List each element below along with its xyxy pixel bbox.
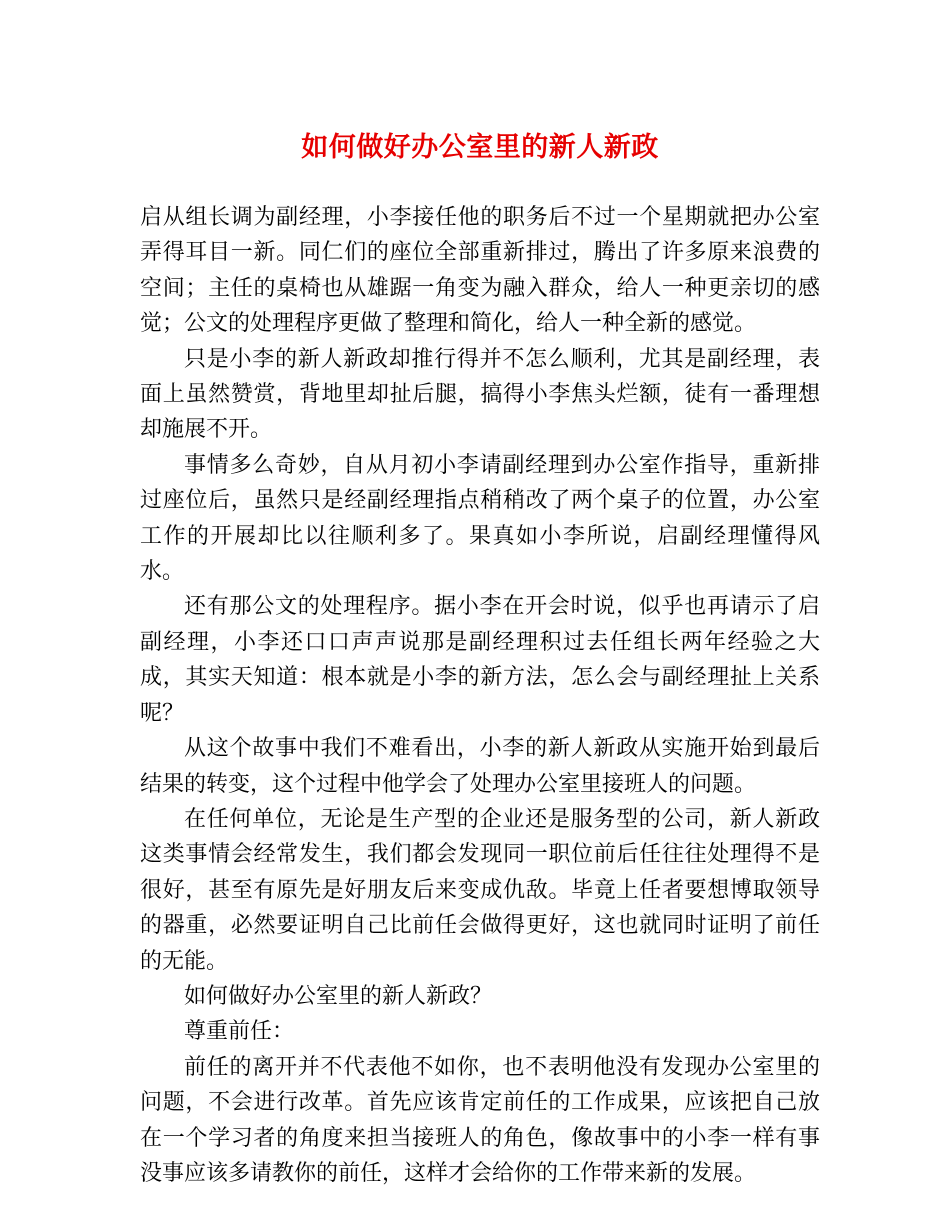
section-question: 如何做好办公室里的新人新政？	[184, 983, 493, 1009]
paragraph: 从这个故事中我们不难看出，小李的新人新政从实施开始到最后结果的转变，这个过程中他学会了处理办公室里接班人的问题。	[140, 736, 820, 797]
section-heading: 尊重前任：	[184, 1019, 295, 1045]
document-body	[140, 200, 820, 1191]
paragraph: 只是小李的新人新政却推行得并不怎么顺利，尤其是副经理，表面上虽然赞赏，背地里却扯后腿，搞得小李焦头烂额，徒有一番理想却施展不开。	[140, 346, 820, 443]
paragraph: 在任何单位，无论是生产型的企业还是服务型的公司，新人新政这类事情会经常发生，我们都会发现同一职位前后任往往处理得不是很好，甚至有原先是好朋友后来变成仇敌。毕竟上任者要想博取领导的器重，必然要证明自己比前任会做得更好，这也就同时证明了前任的无能。	[140, 806, 820, 974]
document-title: 如何做好办公室里的新人新政	[301, 132, 659, 163]
paragraph: 事情多么奇妙，自从月初小李请副经理到办公室作指导，重新排过座位后，虽然只是经副经理指点稍稍改了两个桌子的位置，办公室工作的开展却比以往顺利多了。果真如小李所说，启副经理懂得风水。	[140, 452, 820, 585]
document-page	[140, 128, 820, 1191]
paragraph: 前任的离开并不代表他不如你，也不表明他没有发现办公室里的问题，不会进行改革。首先应该肯定前任的工作成果，应该把自己放在一个学习者的角度来担当接班人的角色，像故事中的小李一样有事没事应该多请教你的前任，这样才会给你的工作带来新的发展。	[140, 1054, 820, 1186]
paragraph: 启从组长调为副经理，小李接任他的职务后不过一个星期就把办公室弄得耳目一新。同仁们的座位全部重新排过，腾出了许多原来浪费的空间；主任的桌椅也从雄踞一角变为融入群众，给人一种更亲切的感觉；公文的处理程序更做了整理和简化，给人一种全新的感觉。	[140, 205, 820, 337]
paragraph: 还有那公文的处理程序。据小李在开会时说，似乎也再请示了启副经理，小李还口口声声说那是副经理积过去任组长两年经验之大成，其实天知道：根本就是小李的新方法，怎么会与副经理扯上关系呢？	[140, 594, 820, 726]
